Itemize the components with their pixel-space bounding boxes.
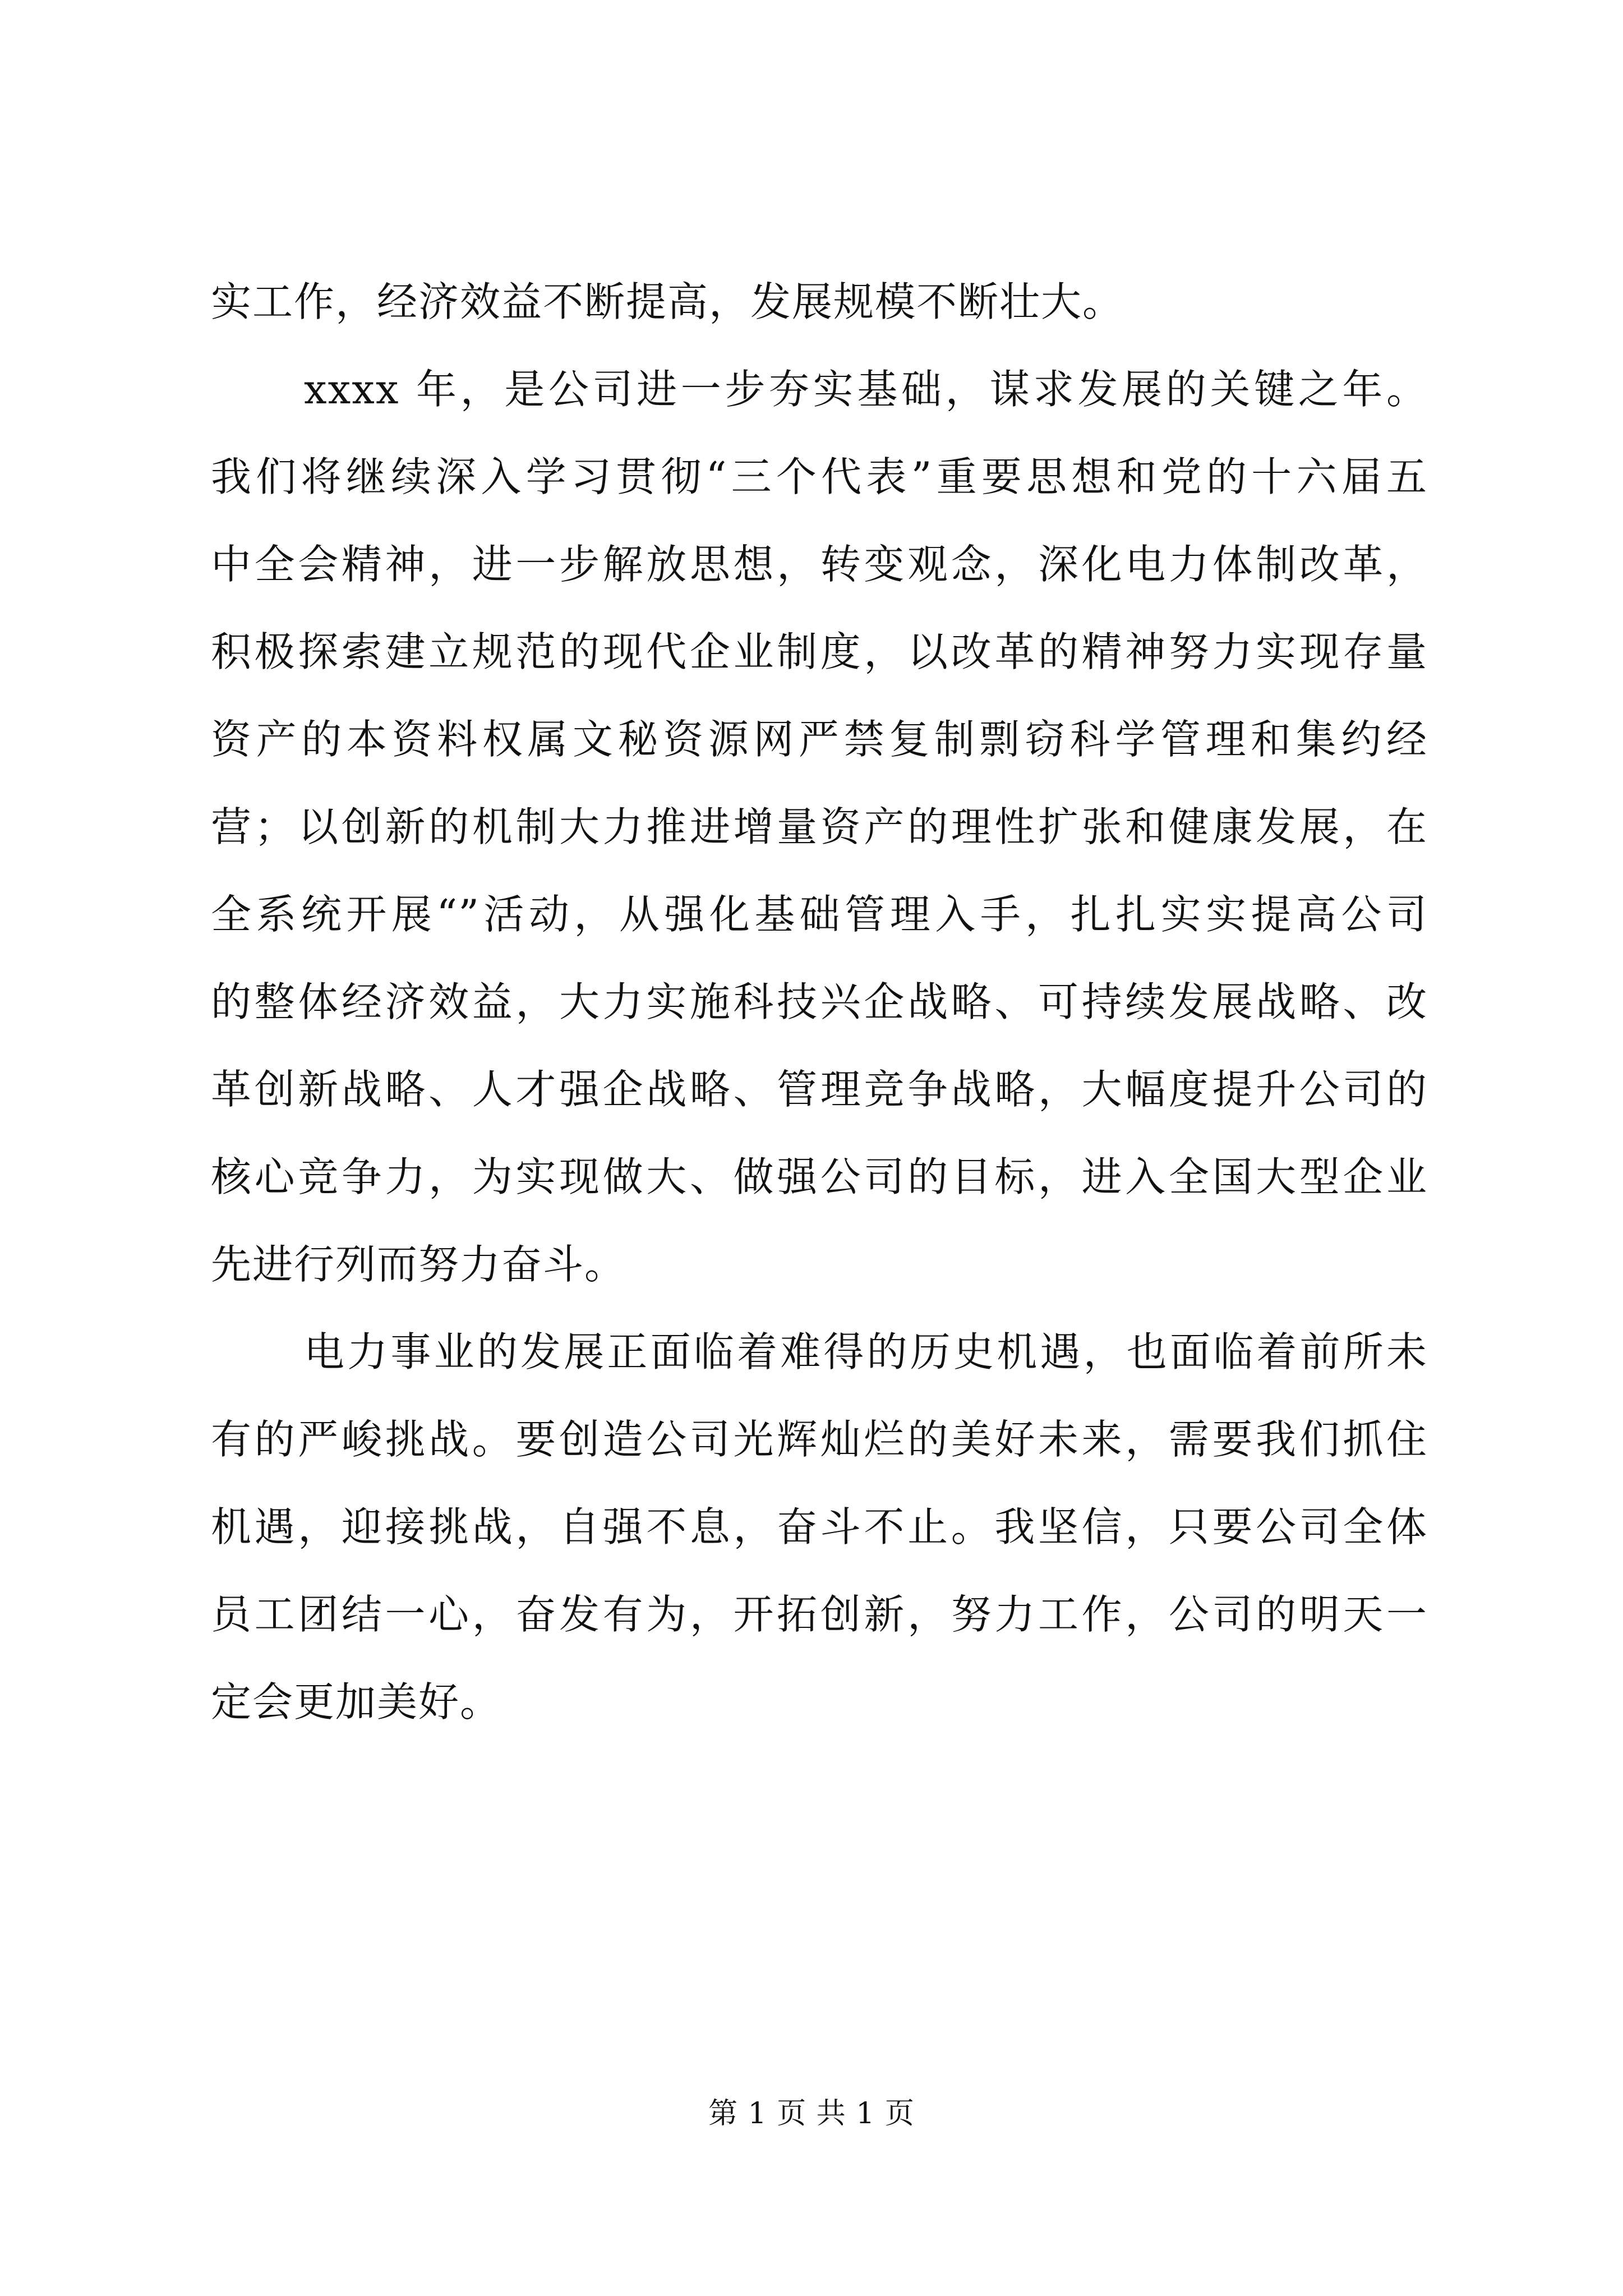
text-line: 定会更加美好。 [211,1678,502,1726]
text-line: 中全会精神，进一步解放思想，转变观念，深化电力体制改革， [211,541,1428,588]
text-line: 核心竞争力，为实现做大、做强公司的目标，进入全国大型企业 [211,1153,1428,1200]
text-line: 有的严峻挑战。要创造公司光辉灿烂的美好未来，需要我们抓住 [211,1416,1428,1463]
text-line: 积极探索建立规范的现代企业制度，以改革的精神努力实现存量 [211,628,1428,675]
text-line: 全系统开展“”活动，从强化基础管理入手，扎扎实实提高公司 [211,891,1428,938]
text-line: 革创新战略、人才强企战略、管理竞争战略，大幅度提升公司的 [211,1066,1428,1113]
paragraph-first-line: 电力事业的发展正面临着难得的历史机遇，也面临着前所未 [304,1328,1428,1375]
document-body [211,258,1428,1746]
text-line: 营；以创新的机制大力推进增量资产的理性扩张和健康发展，在 [211,803,1428,850]
text-line: 先进行列而努力奋斗。 [211,1241,626,1288]
text-line: 的整体经济效益，大力实施科技兴企战略、可持续发展战略、改 [211,978,1428,1025]
text-line: 我们将继续深入学习贯彻“三个代表”重要思想和党的十六届五 [211,453,1428,500]
paragraph-first-line: xxxx 年，是公司进一步夯实基础，谋求发展的关键之年。 [304,366,1428,413]
page-number-footer: 第 1 页 共 1 页 [708,2097,915,2131]
text-line: 实工作，经济效益不断提高，发展规模不断壮大。 [211,278,1124,325]
text-line: 机遇，迎接挑战，自强不息，奋斗不止。我坚信，只要公司全体 [211,1503,1428,1550]
text-line: 资产的本资料权属文秘资源网严禁复制剽窃科学管理和集约经 [211,716,1428,763]
text-line: 员工团结一心，奋发有为，开拓创新，努力工作，公司的明天一 [211,1591,1428,1638]
